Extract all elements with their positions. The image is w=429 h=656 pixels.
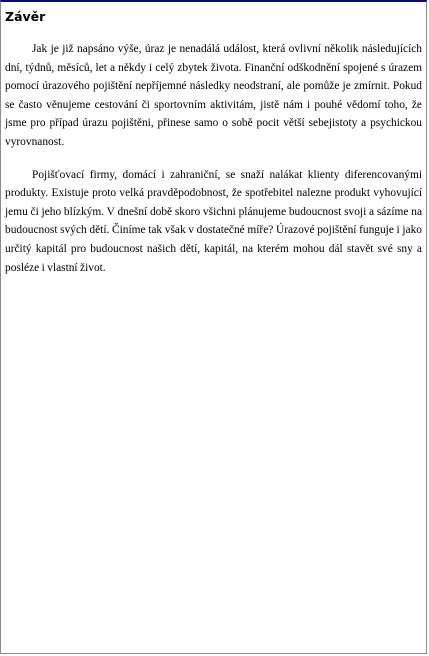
section-heading: Závěr — [5, 9, 46, 24]
paragraph: Pojišťovací firmy, domácí i zahraniční, se snaží nalákat klienty diferencovanými produkty. Existuje proto velká pravděpodobnost, že spotřebitel nalezne produkt vyhovující jemu či jeho blízkým. V dnešní době skoro všichni plánujeme budoucnost svoji a sázíme na budoucnost svých dětí. Činíme tak však v dostatečné míře? Úrazové pojištění funguje i jako určitý kapitál pro budoucnost našich dětí, kapitál, na kterém mohou dál stavět své sny a posléze i vlastní život. — [5, 168, 422, 274]
section-body — [5, 40, 422, 291]
paragraph: Jak je již napsáno výše, úraz je nenadálá událost, která ovlivní několik následujících dní, týdnů, měsíců, let a někdy i celý zbytek života. Finanční odškodnění spojené s úrazem pomocí úrazového pojištění nepříjemné následky neodstraní, ale pomůže je zmírnit. Pokud se často věnujeme cestování či sportovním aktivitám, jistě nám i pouhé vědomí toho, že jsme pro případ úrazu pojištěni, přinese samo o sobě pocit větší sebejistoty a psychickou vyrovnanost. — [5, 43, 422, 148]
